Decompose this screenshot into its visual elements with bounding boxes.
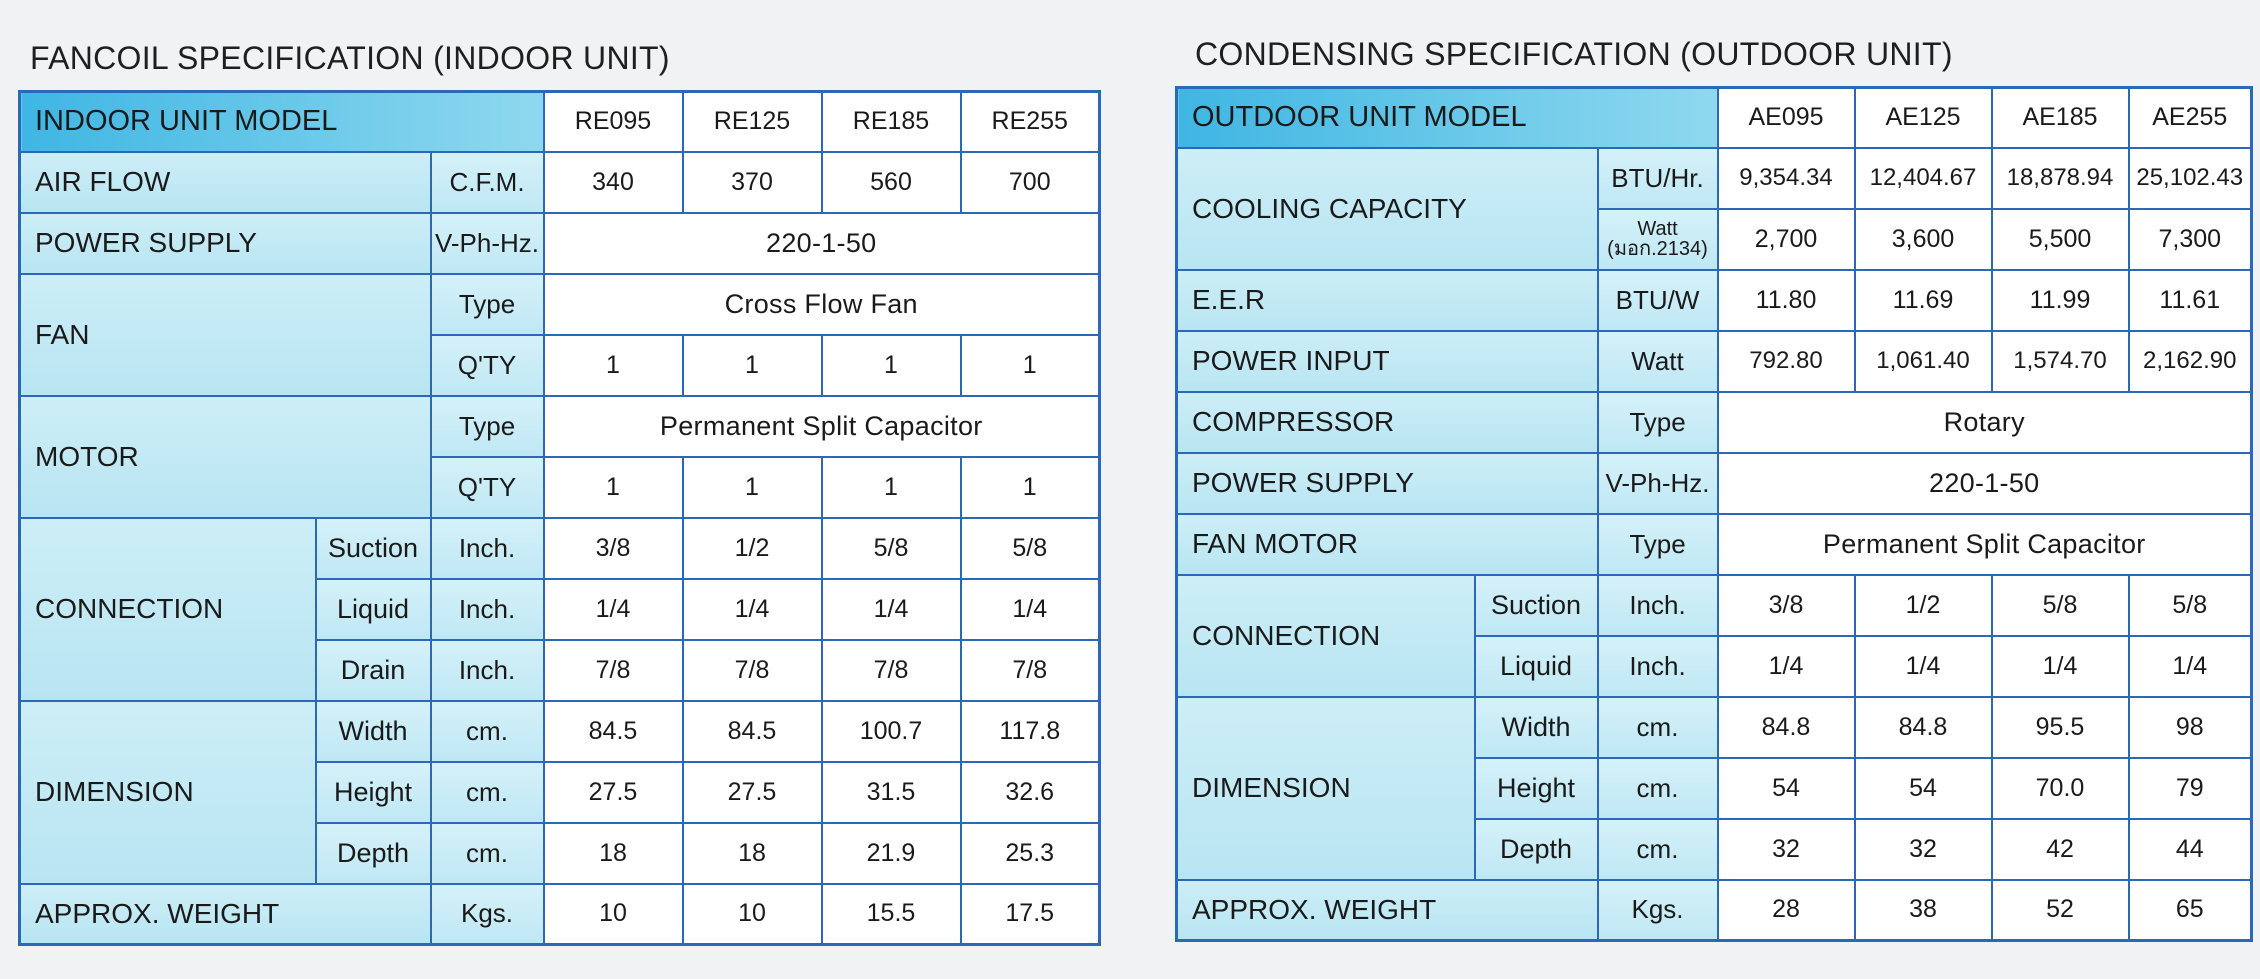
indoor-dimension-unit: cm. <box>431 701 544 762</box>
indoor-weight-value: 10 <box>544 884 683 945</box>
outdoor-cooling-btu-value: 12,404.67 <box>1855 148 1992 209</box>
indoor-airflow-value: 560 <box>822 152 961 213</box>
indoor-connection-value: 1/2 <box>683 518 822 579</box>
indoor-connection-value: 1/4 <box>961 579 1100 640</box>
indoor-dimension-value: 27.5 <box>544 762 683 823</box>
outdoor-compressor-value: Rotary <box>1718 392 2252 453</box>
indoor-dimension-value: 100.7 <box>822 701 961 762</box>
outdoor-eer-unit: BTU/W <box>1598 270 1718 331</box>
outdoor-dimension-sub: Width <box>1475 697 1598 758</box>
outdoor-dimension-value: 84.8 <box>1718 697 1855 758</box>
outdoor-connection-value: 1/4 <box>2129 636 2252 697</box>
indoor-dimension-value: 18 <box>544 823 683 884</box>
outdoor-power-supply-unit: V-Ph-Hz. <box>1598 453 1718 514</box>
outdoor-cooling-watt-value: 5,500 <box>1992 209 2129 270</box>
outdoor-compressor-unit: Type <box>1598 392 1718 453</box>
indoor-connection-value: 7/8 <box>961 640 1100 701</box>
indoor-dimension-value: 21.9 <box>822 823 961 884</box>
outdoor-dimension-value: 84.8 <box>1855 697 1992 758</box>
outdoor-fan-motor-label: FAN MOTOR <box>1177 514 1598 575</box>
outdoor-spec-table <box>1175 86 2253 942</box>
outdoor-dimension-row <box>1177 697 2252 758</box>
outdoor-compressor-row <box>1177 392 2252 453</box>
outdoor-weight-unit: Kgs. <box>1598 880 1718 941</box>
outdoor-power-input-label: POWER INPUT <box>1177 331 1598 392</box>
indoor-airflow-label: AIR FLOW <box>20 152 431 213</box>
indoor-dimension-sub: Width <box>316 701 431 762</box>
outdoor-eer-value: 11.99 <box>1992 270 2129 331</box>
outdoor-connection-unit: Inch. <box>1598 575 1718 636</box>
indoor-model-cell: RE125 <box>683 92 822 152</box>
outdoor-model-label: OUTDOOR UNIT MODEL <box>1177 88 1718 148</box>
indoor-airflow-row <box>20 152 1100 213</box>
outdoor-connection-value: 1/4 <box>1855 636 1992 697</box>
indoor-model-label: INDOOR UNIT MODEL <box>20 92 544 152</box>
indoor-dimension-sub: Depth <box>316 823 431 884</box>
outdoor-dimension-value: 79 <box>2129 758 2252 819</box>
indoor-connection-value: 5/8 <box>822 518 961 579</box>
outdoor-cooling-watt-unit-line1: Watt <box>1637 218 1678 240</box>
outdoor-cooling-btu-value: 25,102.43 <box>2129 148 2252 209</box>
indoor-fan-type-value: Cross Flow Fan <box>544 274 1100 335</box>
indoor-motor-label: MOTOR <box>20 396 431 518</box>
indoor-fan-type-unit: Type <box>431 274 544 335</box>
indoor-fan-qty-value: 1 <box>544 335 683 396</box>
outdoor-model-cell: AE255 <box>2129 88 2252 148</box>
outdoor-dimension-value: 54 <box>1855 758 1992 819</box>
indoor-model-cell: RE095 <box>544 92 683 152</box>
outdoor-eer-row <box>1177 270 2252 331</box>
outdoor-cooling-btu-value: 9,354.34 <box>1718 148 1855 209</box>
indoor-dimension-row <box>20 701 1100 762</box>
outdoor-fan-motor-row <box>1177 514 2252 575</box>
outdoor-model-cell: AE095 <box>1718 88 1855 148</box>
indoor-model-cell: RE185 <box>822 92 961 152</box>
indoor-airflow-value: 340 <box>544 152 683 213</box>
outdoor-power-supply-value: 220-1-50 <box>1718 453 2252 514</box>
outdoor-dimension-unit: cm. <box>1598 758 1718 819</box>
indoor-power-row <box>20 213 1100 274</box>
indoor-connection-value: 1/4 <box>822 579 961 640</box>
indoor-spec-title: FANCOIL SPECIFICATION (INDOOR UNIT) <box>30 40 670 76</box>
indoor-connection-sub: Suction <box>316 518 431 579</box>
indoor-airflow-unit: C.F.M. <box>431 152 544 213</box>
outdoor-power-input-value: 1,061.40 <box>1855 331 1992 392</box>
outdoor-dimension-unit: cm. <box>1598 697 1718 758</box>
indoor-dimension-value: 25.3 <box>961 823 1100 884</box>
indoor-weight-value: 17.5 <box>961 884 1100 945</box>
outdoor-dimension-value: 32 <box>1718 819 1855 880</box>
indoor-spec-table <box>18 90 1101 946</box>
indoor-weight-value: 15.5 <box>822 884 961 945</box>
indoor-fan-qty-value: 1 <box>822 335 961 396</box>
outdoor-weight-label: APPROX. WEIGHT <box>1177 880 1598 941</box>
outdoor-compressor-label: COMPRESSOR <box>1177 392 1598 453</box>
outdoor-connection-sub: Liquid <box>1475 636 1598 697</box>
outdoor-power-input-value: 792.80 <box>1718 331 1855 392</box>
outdoor-eer-label: E.E.R <box>1177 270 1598 331</box>
outdoor-cooling-btu-unit: BTU/Hr. <box>1598 148 1718 209</box>
outdoor-connection-value: 1/2 <box>1855 575 1992 636</box>
indoor-connection-value: 7/8 <box>544 640 683 701</box>
indoor-connection-unit: Inch. <box>431 579 544 640</box>
outdoor-connection-value: 5/8 <box>2129 575 2252 636</box>
indoor-connection-sub: Liquid <box>316 579 431 640</box>
indoor-model-row <box>20 92 1100 152</box>
outdoor-connection-value: 1/4 <box>1992 636 2129 697</box>
indoor-motor-type-value: Permanent Split Capacitor <box>544 396 1100 457</box>
indoor-connection-row <box>20 518 1100 579</box>
indoor-connection-unit: Inch. <box>431 640 544 701</box>
indoor-connection-value: 1/4 <box>544 579 683 640</box>
outdoor-dimension-value: 95.5 <box>1992 697 2129 758</box>
indoor-motor-qty-value: 1 <box>683 457 822 518</box>
outdoor-cooling-btu-value: 18,878.94 <box>1992 148 2129 209</box>
outdoor-dimension-value: 42 <box>1992 819 2129 880</box>
indoor-fan-qty-value: 1 <box>683 335 822 396</box>
outdoor-dimension-value: 98 <box>2129 697 2252 758</box>
outdoor-power-input-value: 2,162.90 <box>2129 331 2252 392</box>
outdoor-power-input-value: 1,574.70 <box>1992 331 2129 392</box>
indoor-connection-value: 7/8 <box>822 640 961 701</box>
indoor-dimension-value: 27.5 <box>683 762 822 823</box>
outdoor-dimension-value: 44 <box>2129 819 2252 880</box>
indoor-weight-label: APPROX. WEIGHT <box>20 884 431 945</box>
indoor-connection-sub: Drain <box>316 640 431 701</box>
indoor-connection-value: 5/8 <box>961 518 1100 579</box>
outdoor-dimension-value: 70.0 <box>1992 758 2129 819</box>
outdoor-weight-row <box>1177 880 2252 941</box>
outdoor-cooling-watt-unit-line2: (มอก.2134) <box>1607 238 1708 260</box>
indoor-dimension-label: DIMENSION <box>20 701 316 884</box>
indoor-fan-qty-value: 1 <box>961 335 1100 396</box>
indoor-power-unit: V-Ph-Hz. <box>431 213 544 274</box>
indoor-weight-value: 10 <box>683 884 822 945</box>
outdoor-dimension-value: 32 <box>1855 819 1992 880</box>
indoor-airflow-value: 370 <box>683 152 822 213</box>
outdoor-fan-motor-value: Permanent Split Capacitor <box>1718 514 2252 575</box>
indoor-connection-label: CONNECTION <box>20 518 316 701</box>
outdoor-cooling-watt-value: 2,700 <box>1718 209 1855 270</box>
outdoor-cooling-label: COOLING CAPACITY <box>1177 148 1598 270</box>
indoor-dimension-sub: Height <box>316 762 431 823</box>
outdoor-cooling-watt-value: 7,300 <box>2129 209 2252 270</box>
indoor-weight-unit: Kgs. <box>431 884 544 945</box>
indoor-connection-unit: Inch. <box>431 518 544 579</box>
outdoor-dimension-sub: Depth <box>1475 819 1598 880</box>
indoor-dimension-value: 32.6 <box>961 762 1100 823</box>
outdoor-eer-value: 11.80 <box>1718 270 1855 331</box>
indoor-dimension-value: 84.5 <box>544 701 683 762</box>
outdoor-eer-value: 11.69 <box>1855 270 1992 331</box>
indoor-motor-qty-value: 1 <box>961 457 1100 518</box>
indoor-dimension-unit: cm. <box>431 823 544 884</box>
indoor-model-cell: RE255 <box>961 92 1100 152</box>
outdoor-connection-row <box>1177 575 2252 636</box>
outdoor-connection-sub: Suction <box>1475 575 1598 636</box>
outdoor-dimension-value: 54 <box>1718 758 1855 819</box>
outdoor-model-row <box>1177 88 2252 148</box>
outdoor-connection-value: 5/8 <box>1992 575 2129 636</box>
indoor-motor-type-row <box>20 396 1100 457</box>
outdoor-connection-value: 1/4 <box>1718 636 1855 697</box>
outdoor-connection-value: 3/8 <box>1718 575 1855 636</box>
indoor-power-value: 220-1-50 <box>544 213 1100 274</box>
outdoor-connection-label: CONNECTION <box>1177 575 1475 697</box>
indoor-dimension-value: 31.5 <box>822 762 961 823</box>
indoor-motor-qty-unit: Q'TY <box>431 457 544 518</box>
outdoor-power-supply-row <box>1177 453 2252 514</box>
indoor-airflow-value: 700 <box>961 152 1100 213</box>
indoor-dimension-unit: cm. <box>431 762 544 823</box>
outdoor-power-input-row <box>1177 331 2252 392</box>
outdoor-dimension-unit: cm. <box>1598 819 1718 880</box>
outdoor-dimension-sub: Height <box>1475 758 1598 819</box>
indoor-fan-qty-unit: Q'TY <box>431 335 544 396</box>
outdoor-dimension-label: DIMENSION <box>1177 697 1475 880</box>
outdoor-cooling-watt-unit <box>1598 209 1718 270</box>
indoor-fan-type-row <box>20 274 1100 335</box>
indoor-motor-qty-value: 1 <box>544 457 683 518</box>
indoor-dimension-value: 84.5 <box>683 701 822 762</box>
outdoor-spec-title: CONDENSING SPECIFICATION (OUTDOOR UNIT) <box>1195 36 1953 72</box>
indoor-dimension-value: 117.8 <box>961 701 1100 762</box>
indoor-connection-value: 1/4 <box>683 579 822 640</box>
outdoor-power-supply-label: POWER SUPPLY <box>1177 453 1598 514</box>
outdoor-cooling-btu-row <box>1177 148 2252 209</box>
outdoor-model-cell: AE125 <box>1855 88 1992 148</box>
outdoor-fan-motor-unit: Type <box>1598 514 1718 575</box>
outdoor-connection-unit: Inch. <box>1598 636 1718 697</box>
indoor-fan-label: FAN <box>20 274 431 396</box>
outdoor-weight-value: 65 <box>2129 880 2252 941</box>
indoor-power-label: POWER SUPPLY <box>20 213 431 274</box>
indoor-dimension-value: 18 <box>683 823 822 884</box>
indoor-motor-qty-value: 1 <box>822 457 961 518</box>
outdoor-weight-value: 38 <box>1855 880 1992 941</box>
outdoor-model-cell: AE185 <box>1992 88 2129 148</box>
outdoor-eer-value: 11.61 <box>2129 270 2252 331</box>
outdoor-weight-value: 28 <box>1718 880 1855 941</box>
indoor-connection-value: 3/8 <box>544 518 683 579</box>
indoor-weight-row <box>20 884 1100 945</box>
outdoor-weight-value: 52 <box>1992 880 2129 941</box>
outdoor-cooling-watt-value: 3,600 <box>1855 209 1992 270</box>
outdoor-power-input-unit: Watt <box>1598 331 1718 392</box>
indoor-motor-type-unit: Type <box>431 396 544 457</box>
indoor-connection-value: 7/8 <box>683 640 822 701</box>
